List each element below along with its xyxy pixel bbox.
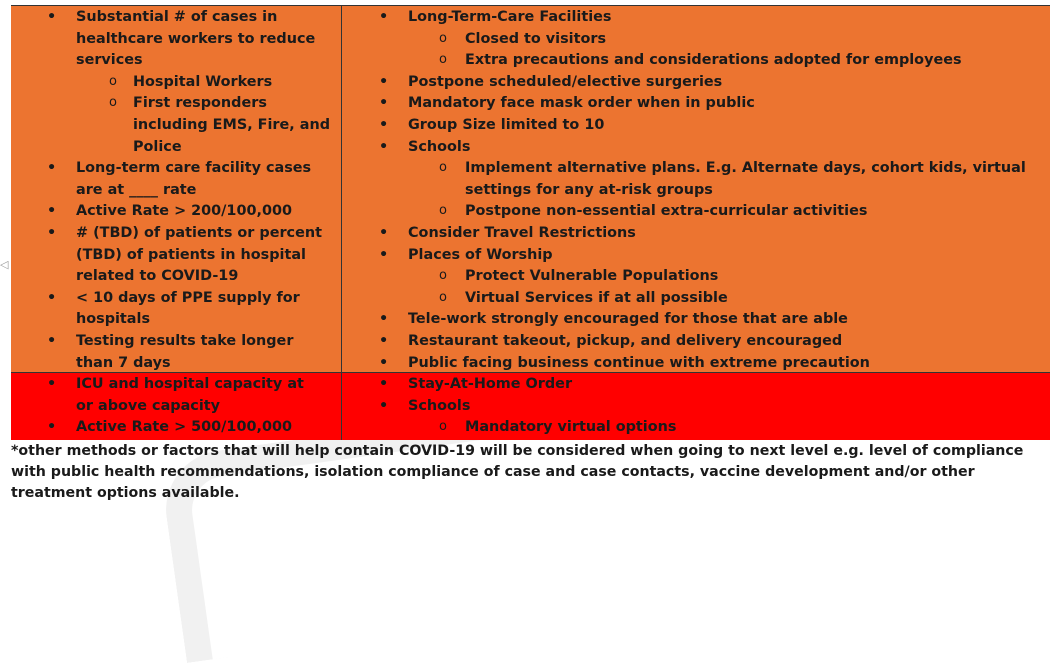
sub-list-item: o Virtual Services if at all possible bbox=[342, 288, 1050, 310]
red-level-row bbox=[11, 373, 1050, 440]
red-triggers-list bbox=[11, 373, 341, 439]
list-item: • Stay-At-Home Order bbox=[342, 374, 1050, 396]
list-item: • Public facing business continue with extreme precaution bbox=[342, 353, 1050, 373]
sub-list-item: o Closed to visitors bbox=[342, 29, 1050, 51]
sub-list-item: o Protect Vulnerable Populations bbox=[342, 266, 1050, 288]
sub-list-item: o Implement alternative plans. E.g. Alternate days, cohort kids, virtual settings for any at-risk groups bbox=[342, 158, 1045, 201]
margin-marker-icon: ◁ bbox=[0, 258, 9, 271]
red-actions-list bbox=[342, 373, 1050, 439]
list-item: • Tele-work strongly encouraged for those that are able bbox=[342, 309, 1050, 331]
list-item: • < 10 days of PPE supply for hospitals bbox=[11, 288, 301, 331]
list-item: • Restaurant takeout, pickup, and delivery encouraged bbox=[342, 331, 1050, 353]
list-item: • Testing results take longer than 7 days bbox=[11, 331, 331, 372]
orange-actions-list bbox=[342, 6, 1050, 372]
sub-list-item: o Mandatory virtual options bbox=[342, 417, 1050, 439]
sub-list-item: o First responders including EMS, Fire, and Police bbox=[11, 93, 342, 158]
red-actions-cell bbox=[342, 373, 1050, 440]
list-item: • ICU and hospital capacity at or above capacity bbox=[11, 374, 316, 417]
sub-list-item: o Postpone non-essential extra-curricular activities bbox=[342, 201, 1050, 223]
sub-list-item: o Hospital Workers bbox=[11, 72, 341, 94]
list-item: • Schools bbox=[342, 396, 1050, 418]
sub-list-item: o Extra precautions and considerations adopted for employees bbox=[342, 50, 1050, 72]
orange-actions-cell bbox=[342, 6, 1050, 372]
red-triggers-cell bbox=[11, 373, 342, 440]
list-item: • Long-Term-Care Facilities bbox=[342, 7, 1050, 29]
orange-triggers-list bbox=[11, 6, 341, 372]
list-item: • Mandatory face mask order when in public bbox=[342, 93, 1050, 115]
list-item: • Consider Travel Restrictions bbox=[342, 223, 1050, 245]
list-item: • Substantial # of cases in healthcare workers to reduce services bbox=[11, 7, 336, 72]
list-item: • Schools bbox=[342, 137, 1050, 159]
list-item: • Active Rate > 500/100,000 bbox=[11, 417, 341, 439]
list-item: • Postpone scheduled/elective surgeries bbox=[342, 72, 1050, 94]
footnote: *other methods or factors that will help contain COVID-19 will be considered when going to next level e.g. level of compliance with public health recommendations, isolation compliance of case and case contacts, vaccine development and/or other treatment options available. bbox=[11, 443, 1024, 501]
guidance-table bbox=[11, 5, 1050, 440]
orange-level-row bbox=[11, 6, 1050, 372]
list-item: • Places of Worship bbox=[342, 245, 1050, 267]
orange-triggers-cell bbox=[11, 6, 342, 372]
list-item: • # (TBD) of patients or percent (TBD) of patients in hospital related to COVID-19 bbox=[11, 223, 338, 288]
list-item: • Long-term care facility cases are at ____ rate bbox=[11, 158, 341, 201]
list-item: • Active Rate > 200/100,000 bbox=[11, 201, 341, 223]
list-item: • Group Size limited to 10 bbox=[342, 115, 1050, 137]
